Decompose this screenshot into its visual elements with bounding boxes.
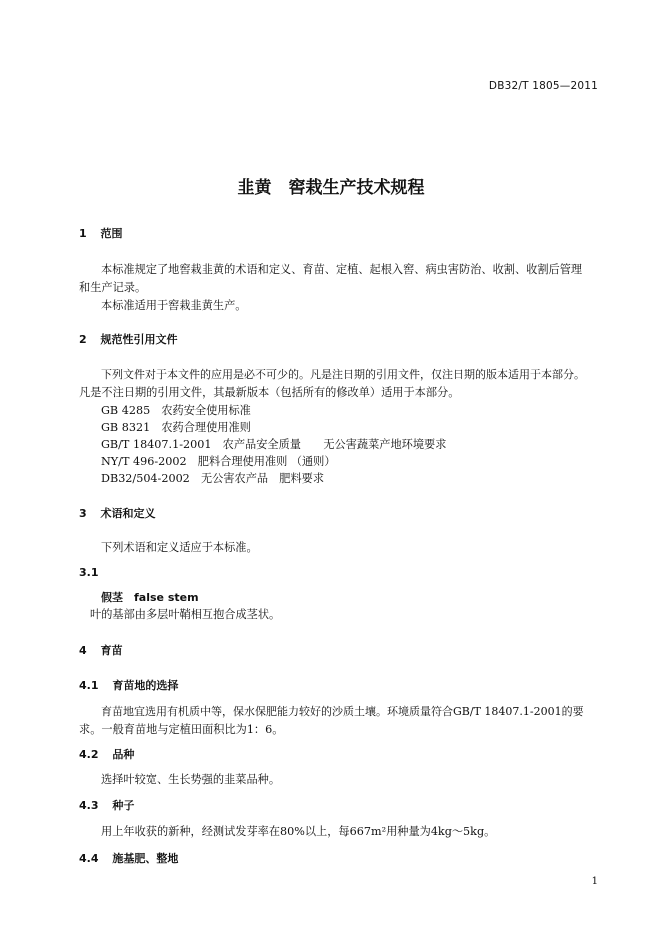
subsection-4-2-heading bbox=[79, 746, 134, 762]
section-title: 范围 bbox=[100, 227, 123, 240]
section-4-heading bbox=[79, 642, 123, 658]
subsection-4-4-heading bbox=[79, 850, 178, 866]
reference-item: NY/T 496-2002 肥料合理使用准则 （通则） bbox=[101, 455, 336, 468]
paragraph: 下列术语和定义适应于本标准。 bbox=[101, 541, 258, 554]
term-name: 假茎 false stem bbox=[101, 591, 199, 604]
reference-item: GB 8321 农药合理使用准则 bbox=[101, 421, 251, 434]
paragraph: 选择叶较宽、生长势强的韭菜品种。 bbox=[101, 773, 281, 786]
paragraph-line: 求。一般育苗地与定植田面积比为1：6。 bbox=[79, 723, 284, 736]
term-definition: 叶的基部由多层叶鞘相互抱合成茎状。 bbox=[90, 608, 281, 621]
section-title: 育苗 bbox=[100, 644, 123, 657]
subsection-4-3-heading bbox=[79, 797, 134, 813]
section-title: 术语和定义 bbox=[100, 507, 156, 520]
section-title: 规范性引用文件 bbox=[100, 333, 178, 346]
subsection-number: 4.3 bbox=[79, 799, 99, 812]
section-1-heading bbox=[79, 225, 123, 241]
paragraph-line: 下列文件对于本文件的应用是必不可少的。凡是注日期的引用文件，仅注日期的版本适用于本部分。 bbox=[101, 368, 585, 381]
subsection-title: 品种 bbox=[112, 748, 135, 761]
section-2-heading bbox=[79, 331, 178, 347]
page-number: 1 bbox=[591, 876, 598, 887]
reference-item: DB32/504-2002 无公害农产品 肥料要求 bbox=[101, 472, 325, 485]
document-number: DB32/T 1805—2011 bbox=[488, 80, 598, 92]
paragraph-line: 育苗地宜选用有机质中等，保水保肥能力较好的沙质土壤。环境质量符合GB/T 18407.1-2001的要 bbox=[101, 705, 584, 718]
section-3-heading bbox=[79, 505, 156, 521]
page-title: 韭黄 窖栽生产技术规程 bbox=[237, 178, 425, 198]
subsection-number: 4.1 bbox=[79, 679, 99, 692]
section-number: 3 bbox=[79, 507, 87, 520]
term-number: 3.1 bbox=[79, 566, 99, 579]
reference-item: GB/T 18407.1-2001 农产品安全质量 无公害蔬菜产地环境要求 bbox=[101, 438, 447, 451]
paragraph: 本标准适用于窖栽韭黄生产。 bbox=[101, 299, 247, 312]
section-number: 1 bbox=[79, 227, 87, 240]
subsection-4-1-heading bbox=[79, 677, 178, 693]
subsection-title: 种子 bbox=[112, 799, 135, 812]
paragraph-line: 凡是不注日期的引用文件，其最新版本（包括所有的修改单）适用于本部分。 bbox=[79, 386, 460, 399]
subsection-title: 施基肥、整地 bbox=[112, 852, 179, 865]
paragraph-line: 本标准规定了地窖栽韭黄的术语和定义、育苗、定植、起根入窖、病虫害防治、收割、收割后管理 bbox=[101, 263, 583, 276]
paragraph: 用上年收获的新种，经测试发芽率在80%以上，每667m²用种量为4kg～5kg。 bbox=[101, 825, 496, 838]
reference-item: GB 4285 农药安全使用标准 bbox=[101, 404, 251, 417]
subsection-number: 4.4 bbox=[79, 852, 99, 865]
subsection-number: 4.2 bbox=[79, 748, 99, 761]
paragraph-line: 和生产记录。 bbox=[79, 281, 147, 294]
subsection-title: 育苗地的选择 bbox=[112, 679, 179, 692]
section-number: 4 bbox=[79, 644, 87, 657]
section-number: 2 bbox=[79, 333, 87, 346]
